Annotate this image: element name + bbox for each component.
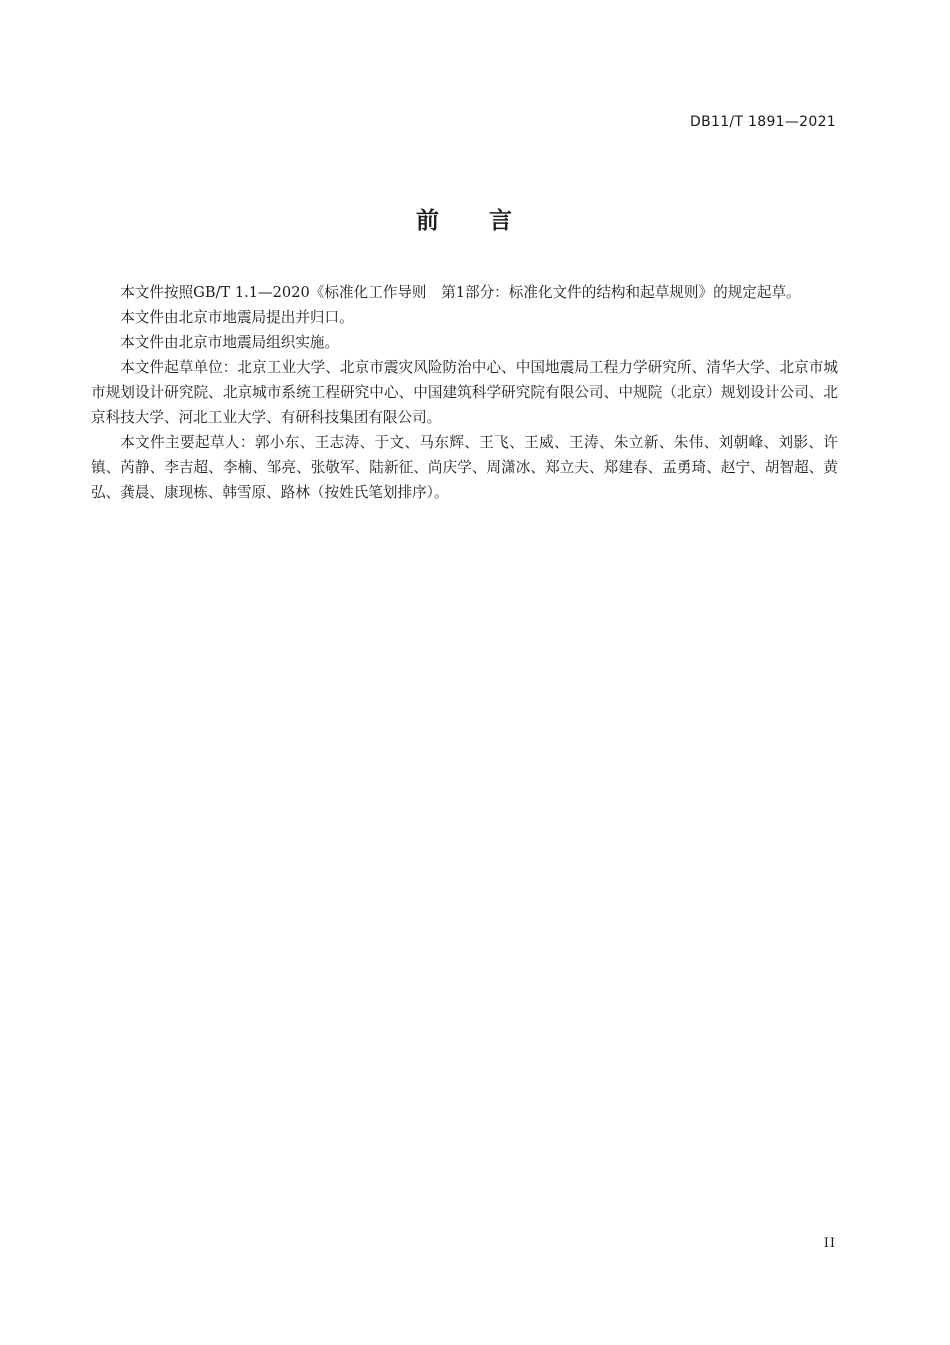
paragraph-drafting-rules: 本文件按照GB/T 1.1—2020《标准化工作导则 第1部分：标准化文件的结构和起草规则》的规定起草。 [120, 284, 801, 301]
page-title [0, 202, 930, 235]
title-char-2: 言 [489, 208, 514, 234]
standard-number: DB11/T 1891—2021 [690, 114, 836, 130]
paragraph-drafters: 本文件主要起草人：郭小东、王志涛、于文、马东辉、王飞、王威、王涛、朱立新、朱伟、刘朝峰、刘影、许镇、芮静、李吉超、李楠、邹亮、张敬军、陆新征、尚庆学、周潇冰、郑立夫、郑建春、孟勇琦、赵宁、胡智超、黄弘、龚晨、康现栋、韩雪原、路林（按姓氏笔划排序）。 [91, 434, 838, 501]
page-number: II [823, 1236, 836, 1251]
title-char-1: 前 [416, 208, 441, 234]
paragraph-proposer: 本文件由北京市地震局提出并归口。 [120, 309, 354, 326]
paragraph-drafting-units: 本文件起草单位：北京工业大学、北京市震灾风险防治中心、中国地震局工程力学研究所、清华大学、北京市城市规划设计研究院、北京城市系统工程研究中心、中国建筑科学研究院有限公司、中规院（北京）规划设计公司、北京科技大学、河北工业大学、有研科技集团有限公司。 [91, 359, 838, 426]
foreword-body [91, 280, 838, 505]
paragraph-implementer: 本文件由北京市地震局组织实施。 [120, 334, 340, 351]
